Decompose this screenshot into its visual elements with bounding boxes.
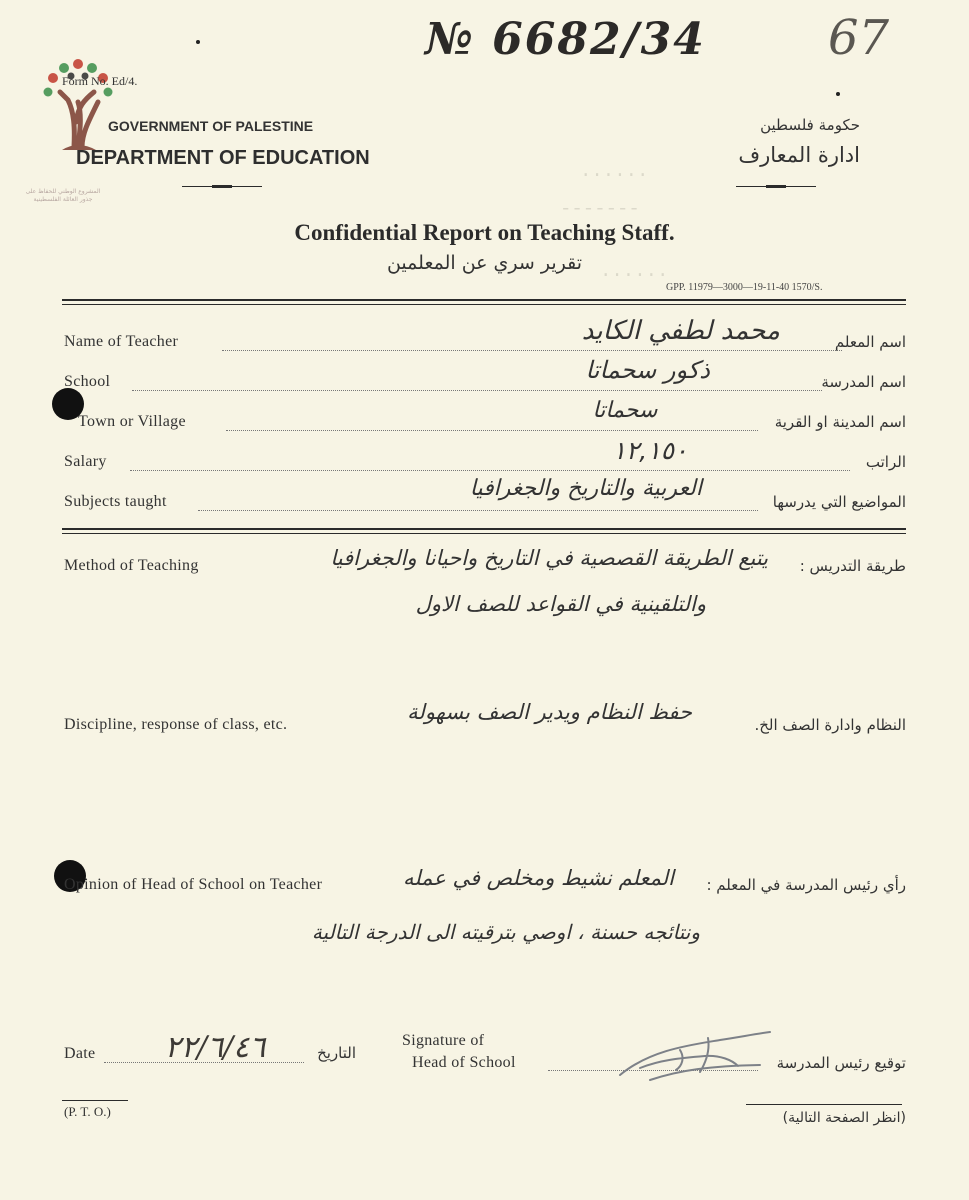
watermark-caption: المشروع الوطني للحفاظ على جذور العائلة الفلسطينية [25, 188, 101, 203]
teacher-name-label: Name of Teacher [64, 333, 179, 350]
town-label: Town or Village [78, 413, 186, 430]
school-label-ar: اسم المدرسة [821, 373, 906, 391]
ink-dot [836, 92, 840, 96]
department-title-ar: ادارة المعارف [738, 143, 860, 167]
opinion-label-ar: رأي رئيس المدرسة في المعلم : [706, 876, 906, 894]
school-value: ذكور سحماتا [585, 356, 710, 384]
government-title-ar: حكومة فلسطين [760, 116, 860, 134]
method-value-line-1: يتبع الطريقة القصصية في التاريخ واحيانا والجغرافيا [330, 546, 768, 570]
date-label: Date [64, 1045, 96, 1062]
report-title-ar: تقرير سري عن المعلمين [386, 252, 583, 274]
salary-value: ١٢,١٥٠ [612, 436, 688, 465]
subjects-label-ar: المواضيع التي يدرسها [772, 493, 906, 511]
salary-label-ar: الراتب [865, 453, 906, 471]
opinion-value-line-1: المعلم نشيط ومخلص في عمله [402, 866, 674, 890]
signature-label-line-2: Head of School [412, 1054, 516, 1071]
department-title: DEPARTMENT OF EDUCATION [76, 147, 370, 169]
header-divider-right-bold [766, 185, 786, 188]
pto-note-ar: (انظر الصفحة التالية) [782, 1110, 906, 1126]
salary-line [130, 470, 850, 471]
discipline-label: Discipline, response of class, etc. [64, 716, 288, 733]
signature-label-ar: توقيع رئيس المدرسة [776, 1054, 906, 1072]
header-divider-left-bold [212, 185, 232, 188]
subjects-value: العربية والتاريخ والجغرافيا [469, 476, 702, 501]
opinion-value-line-2: ونتائجه حسنة ، اوصي بترقيته الى الدرجة التالية [311, 920, 700, 944]
school-line [132, 390, 822, 391]
head-of-school-signature [610, 1020, 780, 1090]
town-label-ar: اسم المدينة او القرية [774, 413, 906, 431]
opinion-label: Opinion of Head of School on Teacher [64, 876, 323, 893]
discipline-label-ar: النظام وادارة الصف الخ. [754, 716, 906, 734]
top-double-rule-b [62, 304, 906, 305]
teacher-name-value: محمد لطفي الكايد [581, 316, 780, 346]
town-line [226, 430, 758, 431]
pto-note: (P. T. O.) [64, 1104, 111, 1119]
town-value: سحماتا [592, 398, 658, 423]
school-label: School [64, 373, 111, 390]
method-label-ar: طريقة التدريس : [799, 557, 906, 575]
serial-number: № 6682/34 [425, 14, 706, 65]
discipline-value: حفظ النظام ويدير الصف بسهولة [407, 700, 692, 724]
subjects-label: Subjects taught [64, 493, 167, 510]
teacher-name-label-ar: اسم المعلم [834, 333, 906, 351]
government-title: GOVERNMENT OF PALESTINE [108, 118, 314, 134]
pto-ar-overline [746, 1104, 902, 1105]
method-label: Method of Teaching [64, 557, 199, 574]
tree-logo-icon [38, 52, 118, 152]
watermark-logo [38, 52, 118, 152]
teacher-name-line [222, 350, 842, 351]
page-number: 67 [828, 10, 890, 66]
mid-double-rule-b [62, 533, 906, 534]
subjects-line [198, 510, 758, 511]
pto-underline [62, 1100, 128, 1101]
date-label-ar: التاريخ [317, 1044, 356, 1062]
report-title: Confidential Report on Teaching Staff. [294, 220, 675, 245]
mid-double-rule-a [62, 528, 906, 530]
date-value: ٢٢/٦/٤٦ [164, 1030, 266, 1065]
signature-label-line-1: Signature of [402, 1032, 485, 1049]
ink-dot [196, 40, 200, 44]
print-reference: GPP. 11979—3000—19-11-40 1570/S. [666, 282, 823, 293]
document-page: ...... ------- ...... № 6682/34 67 المشروع الوطني للحفاظ على جذور العائلة الفلسطينية Form No. Ed/4. GOVERNMENT OF PALESTINE DEPARTMENT OF EDUCATION حكومة فلسطين ادارة المعارف Confidential Report on Teaching Staff. تقرير سري عن المعلمين GPP. 11979—3000—19-11-40 1570/S. Name of Teacher اسم المعلم محمد لطفي الكايد School اسم المدرسة ذكور سحماتا Town or Village اسم المدينة او القرية سحماتا Salary الراتب ١٢,١٥٠ Subjects taught المواضيع التي يدرسها العربية والتاريخ والجغرافيا Method of Teaching طريقة التدريس : يتبع الطريقة القصصية في التاريخ واحيانا والجغرافيا والتلقينية في القواعد للصف الاول Discipline, response of class, etc. النظام وادارة الصف الخ. حفظ النظام ويدير الصف بسهولة Opinion of Head of School on Teacher رأي رئيس المدرسة في المعلم : المعلم نشيط ومخلص في عمله ونتائجه حسنة ، اوصي بترقيته الى الدرجة التالية Date التاريخ ٢٢/٦/٤٦ Signature of Head of School توقيع رئيس المدرسة (P. T. O.) (انظر الصفحة التالية) [0, 0, 969, 1200]
form-number: Form No. Ed/4. [62, 74, 138, 88]
top-double-rule-a [62, 299, 906, 301]
method-value-line-2: والتلقينية في القواعد للصف الاول [415, 592, 706, 616]
salary-label: Salary [64, 453, 107, 470]
